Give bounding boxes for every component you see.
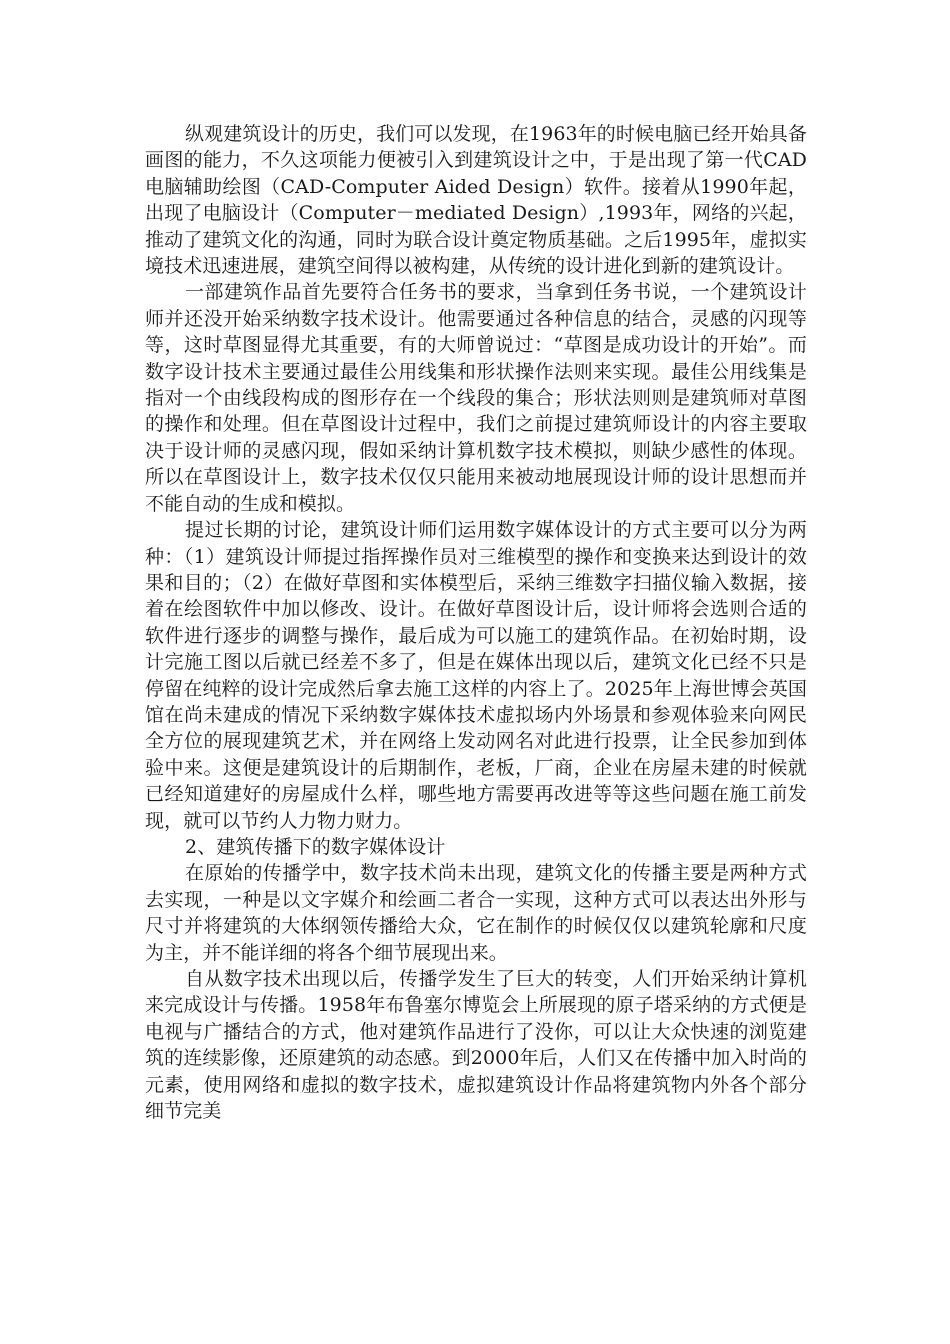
paragraph-sketch-design: 一部建筑作品首先要符合任务书的要求，当拿到任务书说，一个建筑设计师并还没开始采纳数字技术设计。他需要通过各种信息的结合，灵感的闪现等等，这时草图显得尤其重要，有的大师曾说过：“草图是成功设计的开始”。而数字设计技术主要通过最佳公用线集和形状操作法则来实现。最佳公用线集是指对一个由线段构成的图形存在一个线段的集合；形状法则则是建筑师对草图的操作和处理。但在草图设计过程中，我们之前提过建筑师设计的内容主要取决于设计师的灵感闪现，假如采纳计算机数字技术模拟，则缺少感性的体现。所以在草图设计上，数字技术仅仅只能用来被动地展现设计师的设计思想而并不能自动的生成和模拟。: [145, 281, 807, 515]
paragraph-digital-media-methods: 提过长期的讨论，建筑设计师们运用数字媒体设计的方式主要可以分为两种：（1）建筑设计师提过指挥操作员对三维模型的操作和变换来达到设计的效果和目的；（2）在做好草图和实体模型后，采纳三维数字扫描仪输入数据，接着在绘图软件中加以修改、设计。在做好草图设计后，设计师将会选则合适的软件进行逐步的调整与操作，最后成为可以施工的建筑作品。在初始时期，设计完施工图以后就已经差不多了，但是在媒体出现以后，建筑文化已经不只是停留在纯粹的设计完成然后拿去施工这样的内容上了。2025年上海世博会英国馆在尚未建成的情况下采纳数字媒体技术虚拟场内外场景和参观体验来向网民全方位的展现建筑艺术，并在网络上发动网名对此进行投票，让全民参加到体验中来。这便是建筑设计的后期制作，老板，厂商，企业在房屋未建的时候就已经知道建好的房屋成什么样，哪些地方需要再改进等等这些问题在施工前发现，就可以节约人力物力财力。: [145, 519, 807, 832]
document-page: [145, 121, 807, 1124]
section-heading: 2、建筑传播下的数字媒体设计: [185, 835, 446, 858]
paragraph-digital-communication: 自从数字技术出现以后，传播学发生了巨大的转变，人们开始采纳计算机来完成设计与传播。1958年布鲁塞尔博览会上所展现的原子塔采纳的方式便是电视与广播结合的方式，他对建筑作品进行了没你，可以让大众快速的浏览建筑的连续影像，还原建筑的动态感。到2000年后，人们又在传播中加入时尚的元素，使用网络和虚拟的数字技术，虚拟建筑设计作品将建筑物内外各个部分细节完美: [145, 968, 807, 1123]
paragraph-cad-history: 纵观建筑设计的历史，我们可以发现，在1963年的时候电脑已经开始具备画图的能力，不久这项能力便被引入到建筑设计之中，于是出现了第一代CAD电脑辅助绘图（CAD-Computer Aided Design）软件。接着从1990年起，出现了电脑设计（Computer－mediated Design）,1993年，网络的兴起，推动了建筑文化的沟通，同时为联合设计奠定物质基础。之后1995年，虚拟实境技术迅速进展，建筑空间得以被构建，从传统的设计进化到新的建筑设计。: [145, 123, 807, 278]
paragraph-original-communication: 在原始的传播学中，数字技术尚未出现，建筑文化的传播主要是两种方式去实现，一种是以文字媒介和绘画二者合一实现，这种方式可以表达出外形与尺寸并将建筑的大体纲领传播给大众，它在制作的时候仅仅以建筑轮廓和尺度为主，并不能详细的将各个细节展现出来。: [145, 862, 807, 964]
